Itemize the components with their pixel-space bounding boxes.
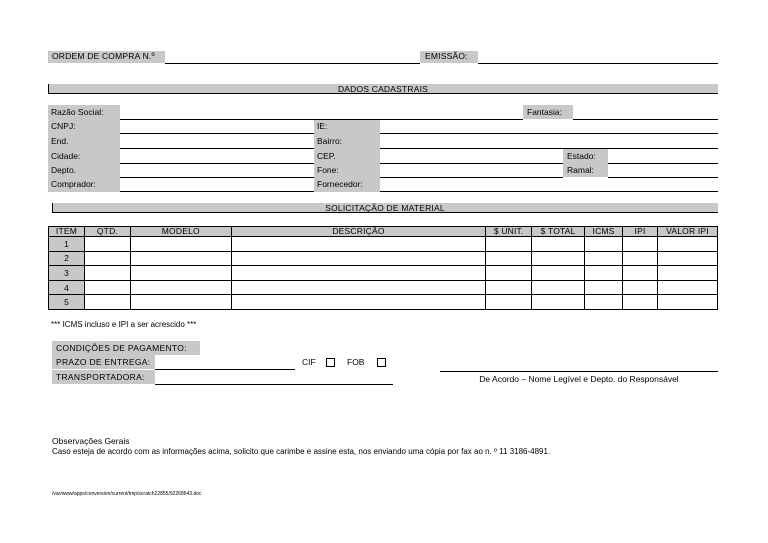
valor-ipi-cell[interactable] (658, 266, 718, 281)
table-row (49, 295, 718, 310)
icms-cell[interactable] (585, 266, 623, 281)
bairro-field[interactable] (380, 148, 718, 149)
valor-ipi-cell[interactable] (658, 295, 718, 310)
fob-label: FOB (347, 357, 365, 367)
table-row (49, 251, 718, 266)
prazo-label: PRAZO DE ENTREGA: (56, 357, 151, 367)
material-title: SOLICITAÇÃO DE MATERIAL (325, 203, 445, 213)
emissao-field-line[interactable] (478, 63, 718, 64)
prazo-field[interactable] (155, 369, 295, 370)
qtd-cell[interactable] (84, 266, 130, 281)
fornecedor-label: Fornecedor: (317, 179, 363, 189)
item-number: 2 (49, 251, 85, 266)
comprador-label: Comprador: (51, 179, 96, 189)
descricao-cell[interactable] (231, 237, 486, 252)
fone-field[interactable] (380, 177, 563, 178)
table-row (49, 237, 718, 252)
col-ipi: IPI (623, 227, 658, 237)
cidade-label: Cidade: (51, 151, 81, 161)
ipi-cell[interactable] (623, 266, 658, 281)
col-modelo: MODELO (130, 227, 231, 237)
ie-field[interactable] (380, 133, 718, 134)
unit-cell[interactable] (486, 295, 532, 310)
qtd-cell[interactable] (84, 237, 130, 252)
modelo-cell[interactable] (130, 295, 231, 310)
item-number: 1 (49, 237, 85, 252)
material-header-row (49, 227, 718, 237)
item-number: 3 (49, 266, 85, 281)
ipi-cell[interactable] (623, 251, 658, 266)
descricao-cell[interactable] (231, 280, 486, 295)
razao-social-label: Razão Social: (51, 107, 104, 117)
ramal-label: Ramal: (567, 165, 594, 175)
table-row (49, 266, 718, 281)
modelo-cell[interactable] (130, 266, 231, 281)
ipi-cell[interactable] (623, 295, 658, 310)
dados-cadastrais-title: DADOS CADASTRAIS (337, 84, 429, 94)
razao-social-field[interactable] (120, 119, 523, 120)
transportadora-field[interactable] (155, 384, 393, 385)
unit-cell[interactable] (486, 237, 532, 252)
unit-cell[interactable] (486, 266, 532, 281)
fob-checkbox[interactable] (377, 358, 386, 367)
cnpj-field[interactable] (120, 133, 314, 134)
unit-cell[interactable] (486, 251, 532, 266)
valor-ipi-cell[interactable] (658, 251, 718, 266)
col-valor-ipi: VALOR IPI (658, 227, 718, 237)
icms-cell[interactable] (585, 280, 623, 295)
observacoes-title: Observações Gerais (52, 436, 130, 446)
cif-checkbox[interactable] (326, 358, 335, 367)
ordem-field-line[interactable] (165, 63, 420, 64)
valor-ipi-cell[interactable] (658, 237, 718, 252)
table-row (49, 280, 718, 295)
footer-path: /var/www/apps/conversion/current/tmp/scratch22855/92268643.doc (52, 491, 202, 497)
col-total: $ TOTAL (532, 227, 585, 237)
comprador-field[interactable] (120, 191, 314, 192)
descricao-cell[interactable] (231, 266, 486, 281)
icms-cell[interactable] (585, 251, 623, 266)
unit-cell[interactable] (486, 280, 532, 295)
modelo-cell[interactable] (130, 251, 231, 266)
cif-label: CIF (302, 357, 316, 367)
qtd-cell[interactable] (84, 251, 130, 266)
fantasia-field[interactable] (573, 119, 718, 120)
valor-ipi-cell[interactable] (658, 280, 718, 295)
col-qtd: QTD. (84, 227, 130, 237)
descricao-cell[interactable] (231, 251, 486, 266)
fone-label: Fone: (317, 165, 339, 175)
ipi-cell[interactable] (623, 280, 658, 295)
signature-label: De Acordo – Nome Legível e Depto. do Responsável (479, 374, 679, 384)
depto-field[interactable] (120, 177, 314, 178)
col-item: ITEM (49, 227, 85, 237)
estado-field[interactable] (608, 163, 718, 164)
end-label: End. (51, 136, 69, 146)
observacoes-text: Caso esteja de acordo com as informações acima, solicito que carimbe e assine esta, nos enviando uma cópia por fax ao n. º 11 3186-4891. (52, 447, 551, 456)
cnpj-label: CNPJ: (51, 121, 76, 131)
ordem-label: ORDEM DE COMPRA N.º (52, 51, 155, 61)
descricao-cell[interactable] (231, 295, 486, 310)
qtd-cell[interactable] (84, 280, 130, 295)
icms-cell[interactable] (585, 295, 623, 310)
bairro-label: Bairro: (317, 136, 343, 146)
total-cell[interactable] (532, 266, 585, 281)
transportadora-label: TRANSPORTADORA: (56, 372, 145, 382)
emissao-label: EMISSÃO: (425, 51, 468, 61)
col-icms: ICMS (585, 227, 623, 237)
depto-label: Depto. (51, 165, 77, 175)
item-number: 5 (49, 295, 85, 310)
fantasia-label: Fantasia: (527, 107, 562, 117)
qtd-cell[interactable] (84, 295, 130, 310)
condicoes-label: CONDIÇÕES DE PAGAMENTO: (56, 343, 187, 353)
ramal-field[interactable] (608, 177, 718, 178)
cidade-field[interactable] (120, 163, 314, 164)
estado-label: Estado: (567, 151, 596, 161)
total-cell[interactable] (532, 295, 585, 310)
cep-field[interactable] (380, 163, 563, 164)
material-table (48, 226, 718, 310)
modelo-cell[interactable] (130, 280, 231, 295)
cep-label: CEP. (317, 151, 336, 161)
modelo-cell[interactable] (130, 237, 231, 252)
ipi-cell[interactable] (623, 237, 658, 252)
total-cell[interactable] (532, 280, 585, 295)
end-field[interactable] (120, 148, 314, 149)
ie-label: IE: (317, 121, 328, 131)
col-unit: $ UNIT. (486, 227, 532, 237)
total-cell[interactable] (532, 237, 585, 252)
total-cell[interactable] (532, 251, 585, 266)
fornecedor-field[interactable] (380, 191, 718, 192)
icms-cell[interactable] (585, 237, 623, 252)
item-number: 4 (49, 280, 85, 295)
col-descricao: DESCRIÇÃO (231, 227, 486, 237)
icms-note: *** ICMS incluso e IPI a ser acrescido *** (51, 320, 197, 329)
